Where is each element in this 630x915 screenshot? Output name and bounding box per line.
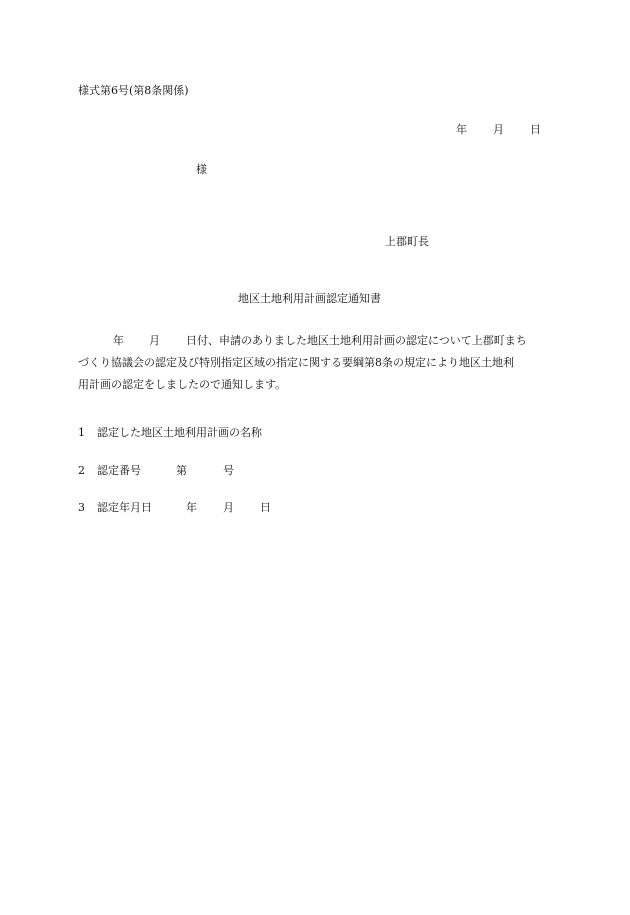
item-1-label: 認定した地区土地利用計画の名称 [97,426,262,439]
header-date-month: 月 [493,123,504,136]
notice-body [78,330,548,396]
body-line-1 [78,330,548,352]
issuer-name: 上郡町長 [385,235,429,248]
document-title: 地区土地利用計画認定通知書 [238,292,381,305]
body-line-1-text: 日付、申請のありました地区土地利用計画の認定について上郡町まち [186,334,527,347]
item-2-suffix: 号 [223,464,234,477]
header-date-year: 年 [456,123,467,136]
item-2-prefix: 第 [176,464,187,477]
item-1 [78,427,262,438]
body-month: 月 [149,334,160,347]
item-2-number: 2 [78,464,85,477]
header-date-day: 日 [530,123,541,136]
header-date [456,124,541,135]
item-3-year: 年 [186,501,197,514]
item-3-day: 日 [260,501,271,514]
item-3-label: 認定年月日 [97,501,152,514]
item-3 [78,502,271,513]
item-3-number: 3 [78,501,85,514]
body-line-2: づくり協議会の認定及び特別指定区域の指定に関する要綱第8条の規定により地区土地利 [78,356,514,369]
item-2-label: 認定番号 [97,464,141,477]
item-3-month: 月 [223,501,234,514]
item-1-number: 1 [78,426,85,439]
item-2 [78,465,234,476]
body-line-3: 用計画の認定をしましたので通知します。 [78,378,287,391]
addressee-honorific: 様 [196,163,207,176]
form-number-label: 様式第6号(第8条関係) [78,84,189,97]
body-year: 年 [113,334,124,347]
